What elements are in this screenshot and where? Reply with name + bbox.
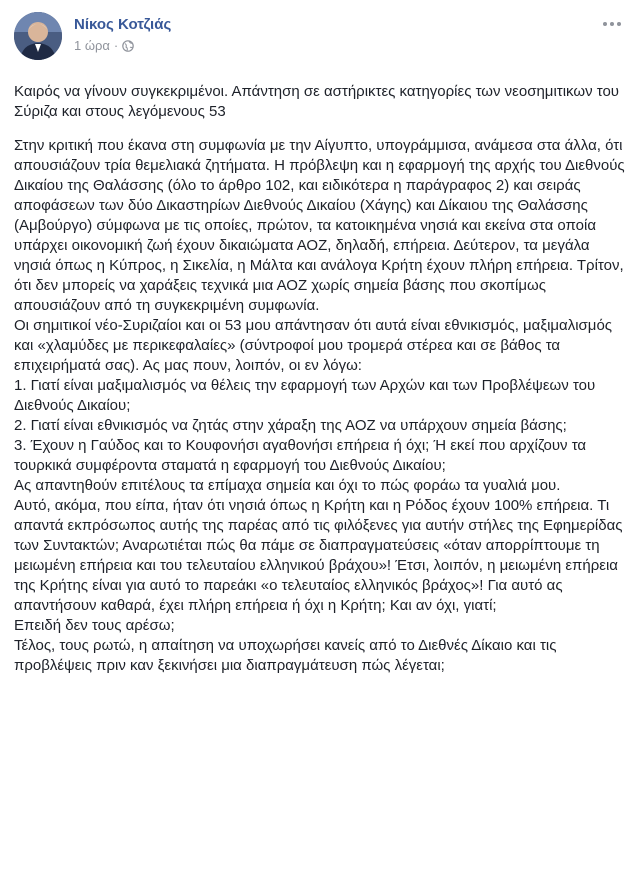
- post-paragraph: Στην κριτική που έκανα στη συμφωνία με την Αίγυπτο, υπογράμμισα, ανάμεσα στα άλλα, ότι απουσιάζουν τρία θεμελιακά ζητήματα. Η πρόβλεψη και η εφαρμογή της αρχής του Διεθνούς Δικαίου της Θαλάσσης (όλο το άρθρο 102, και ειδικότερα η παράγραφος 2) και σειράς αποφάσεων των δύο Δικαστηρίων Διεθνούς Δικαίου (Χάγης) και Δίκαιου της Θαλάσσης (Αμβούργο) σύμφωνα με τις οποίες, πρώτον, τα κατοικημένα νησιά και εκείνα στα οποία υπάρχει οικονομική ζωή έχουν δικαιώματα ΑΟΖ, δηλαδή, επήρεια. Δεύτερον, τα μεγάλα νησιά όπως η Κύπρος, η Σικελία, η Μάλτα και ανάλογα Κρήτη έχουν πλήρη επήρεια. Τρίτον, ότι δεν μπορείς να χαράξεις τεχνικά μια ΑΟΖ χωρίς σημεία βάσης που σκοπίμως απουσιάζουν από τη συγκεκριμένη συμφωνία.: [14, 137, 625, 314]
- more-options-icon[interactable]: [600, 16, 624, 32]
- post-paragraph: 2. Γιατί είναι εθνικισμός να ζητάς στην χάραξη της ΑΟΖ να υπάρχουν σημεία βάσης;: [14, 417, 567, 434]
- post-paragraph: Αυτό, ακόμα, που είπα, ήταν ότι νησιά όπως η Κρήτη και η Ρόδος έχουν 100% επήρεια. Τι απαντά εκπρόσωπος αυτής της παρέας από τις φιλόξενες για αυτήν στήλες της Εφημερίδας των Συντακτών; Αναρωτιέται πώς θα πάμε σε διαπραγματεύσεις «όταν απορρίπτουμε τη μειωμένη επήρεια και του τελευταίου ελληνικού βράχου»! Έτσι, λοιπόν, η μειωμένη επήρεια της Κρήτης είναι για αυτό το παρεάκι «ο τελευταίος ελληνικός βράχος»! Για αυτό ας απαντήσουν καθαρά, έχει πλήρη επήρεια ή όχι η Κρήτη; Και αν όχι, γιατί;: [14, 497, 623, 614]
- globe-icon: [122, 40, 134, 52]
- avatar-image: [14, 12, 62, 60]
- post-time[interactable]: 1 ώρα: [74, 38, 110, 53]
- post-intro: Καιρός να γίνουν συγκεκριμένοι. Απάντηση σε αστήρικτες κατηγορίες των νεοσημιτικων του Σύριζα και στους λεγόμενους 53: [14, 83, 619, 120]
- meta-separator: ·: [113, 38, 119, 53]
- post-body: [14, 136, 626, 676]
- post-paragraph: Τέλος, τους ρωτώ, η απαίτηση να υποχωρήσει κανείς από το Διεθνές Δίκαιο και τις προβλέψεις πριν καν ξεκινήσει μια διαπραγμάτευση πώς λέγεται;: [14, 637, 557, 674]
- post-paragraph: Οι σημιτικοί νέο-Συριζαίοι και οι 53 μου απάντησαν ότι αυτά είναι εθνικισμός, μαξιμαλισμός και «χλαμύδες με περικεφαλαίες» (σύντροφοί μου τρομερά στέρεα και σε βάθος τα επιχειρήματά σας). Ας μας πουν, λοιπόν, οι εν λόγω:: [14, 317, 613, 374]
- post-meta: [74, 38, 134, 53]
- author-name[interactable]: Νίκος Κοτζιάς: [74, 16, 172, 33]
- post-paragraph: Επειδή δεν τους αρέσω;: [14, 617, 175, 634]
- avatar[interactable]: [14, 12, 62, 60]
- post-paragraph: Ας απαντηθούν επιτέλους τα επίμαχα σημεία και όχι το πώς φοράω τα γυαλιά μου.: [14, 477, 561, 494]
- post-paragraph: 3. Έχουν η Γαύδος και το Κουφονήσι αγαθονήσι επήρεια ή όχι; Ή εκεί που αρχίζουν τα τουρκικά συμφέροντα σταματά η εφαρμογή του Διεθνούς Δικαίου;: [14, 437, 587, 474]
- post-header: [14, 12, 626, 60]
- post-paragraph: 1. Γιατί είναι μαξιμαλισμός να θέλεις την εφαρμογή των Αρχών και των Προβλέψεων του Διεθνούς Δικαίου;: [14, 377, 596, 414]
